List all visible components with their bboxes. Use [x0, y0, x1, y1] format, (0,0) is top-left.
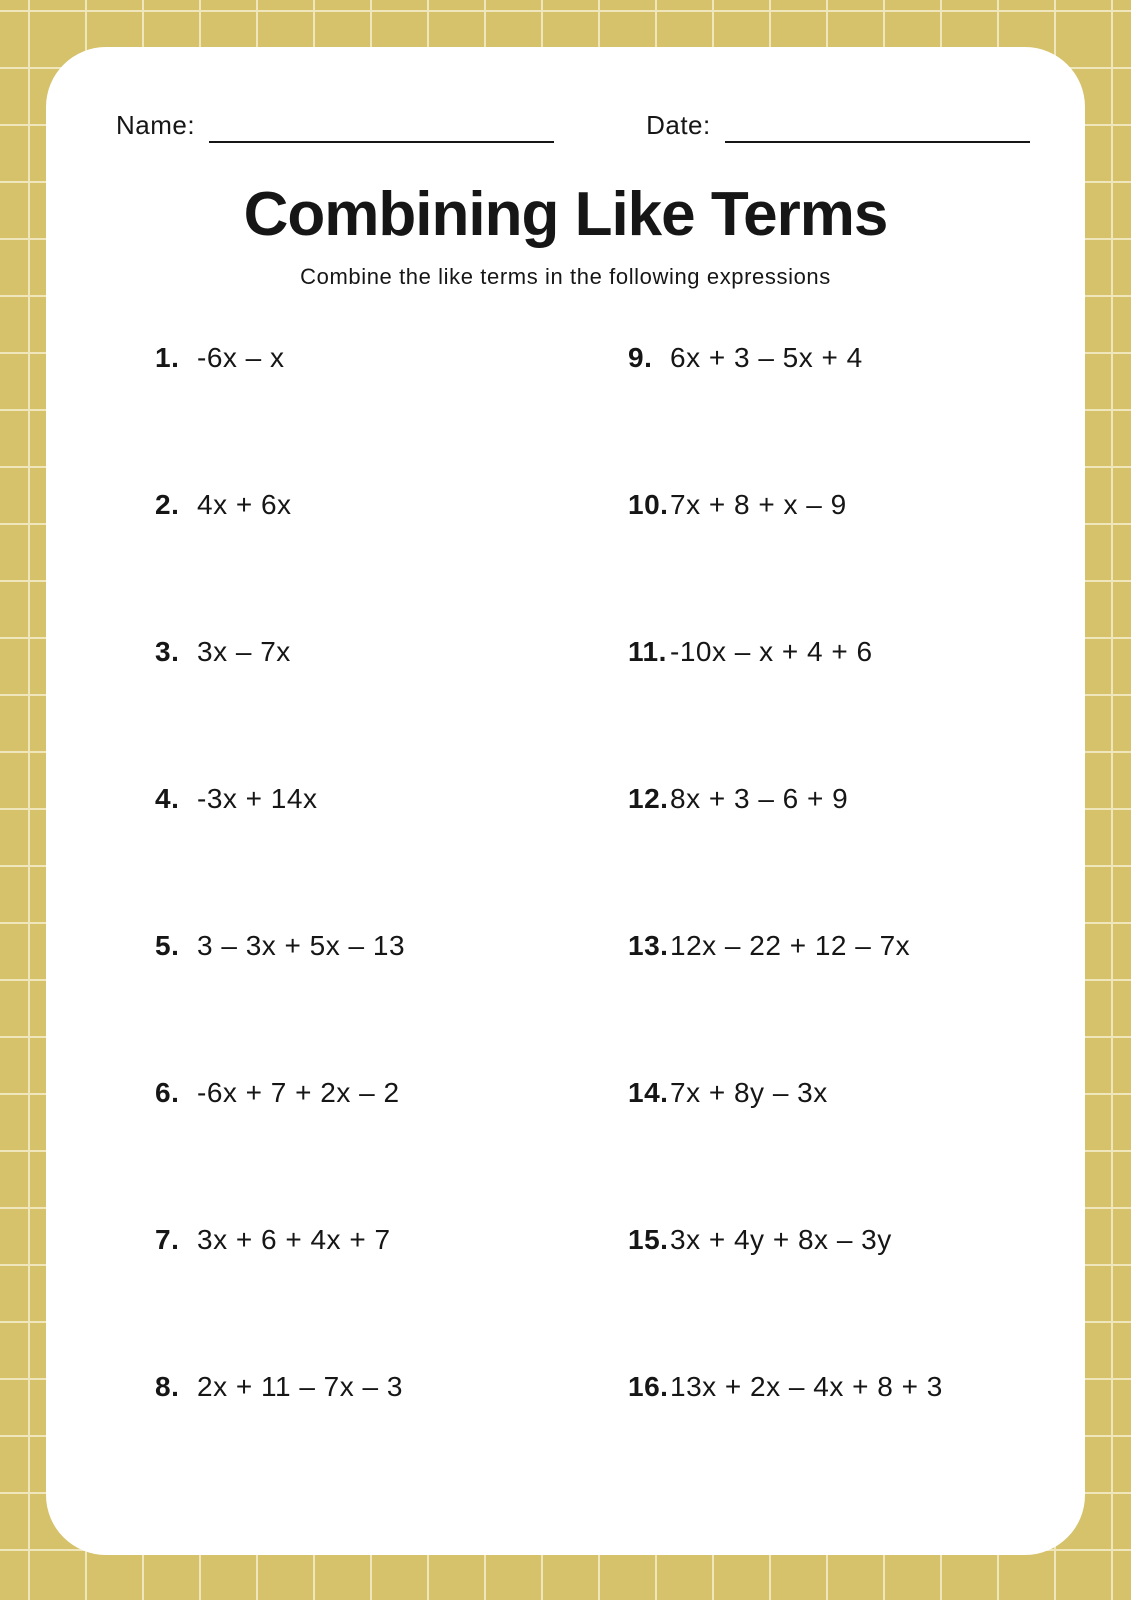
problem-number: 3. — [155, 636, 180, 667]
problem-number: 10. — [628, 489, 669, 520]
problem-number: 14. — [628, 1077, 669, 1108]
problem-number: 6. — [155, 1077, 180, 1108]
problem-item-11 — [628, 636, 1015, 783]
problem-expression: -6x + 7 + 2x – 2 — [197, 1077, 400, 1108]
problem-expression: 6x + 3 – 5x + 4 — [670, 342, 863, 373]
problem-number: 8. — [155, 1371, 180, 1402]
problem-number: 15. — [628, 1224, 669, 1255]
problem-item-3 — [155, 636, 628, 783]
problem-expression: 12x – 22 + 12 – 7x — [670, 930, 911, 961]
problem-number: 7. — [155, 1224, 180, 1255]
problem-number: 9. — [628, 342, 653, 373]
problem-expression: -6x – x — [197, 342, 285, 373]
problem-item-2 — [155, 489, 628, 636]
problem-number: 5. — [155, 930, 180, 961]
problem-number: 16. — [628, 1371, 669, 1402]
problems-grid — [116, 342, 1015, 1518]
worksheet-title: Combining Like Terms — [243, 180, 888, 249]
problem-expression: 3x – 7x — [197, 636, 291, 667]
problem-expression: 3x + 4y + 8x – 3y — [670, 1224, 892, 1255]
problem-expression: 8x + 3 – 6 + 9 — [670, 783, 849, 814]
name-fill-in-line — [209, 113, 554, 143]
problem-item-6 — [155, 1077, 628, 1224]
date-field — [646, 110, 1030, 143]
problem-expression: 3x + 6 + 4x + 7 — [197, 1224, 391, 1255]
problem-expression: -10x – x + 4 + 6 — [670, 636, 873, 667]
problem-expression: 4x + 6x — [197, 489, 292, 520]
problem-number: 4. — [155, 783, 180, 814]
problem-number: 1. — [155, 342, 180, 373]
date-label: Date: — [646, 110, 711, 140]
problem-item-5 — [155, 930, 628, 1077]
problem-number: 12. — [628, 783, 669, 814]
problem-item-13 — [628, 930, 1015, 1077]
worksheet-card — [46, 47, 1085, 1555]
problem-expression: 2x + 11 – 7x – 3 — [197, 1371, 403, 1402]
problem-expression: 7x + 8y – 3x — [670, 1077, 828, 1108]
problem-item-15 — [628, 1224, 1015, 1371]
name-field — [116, 110, 554, 143]
problem-expression: 3 – 3x + 5x – 13 — [197, 930, 406, 961]
problem-item-14 — [628, 1077, 1015, 1224]
problem-number: 2. — [155, 489, 180, 520]
header-fields — [116, 110, 1015, 143]
problem-expression: 13x + 2x – 4x + 8 + 3 — [670, 1371, 943, 1402]
problem-item-9 — [628, 342, 1015, 489]
problem-expression: -3x + 14x — [197, 783, 318, 814]
worksheet-instructions: Combine the like terms in the following expressions — [300, 264, 831, 289]
problem-number: 11. — [628, 636, 667, 667]
problem-item-8 — [155, 1371, 628, 1518]
name-label: Name: — [116, 110, 196, 140]
problem-item-12 — [628, 783, 1015, 930]
problem-expression: 7x + 8 + x – 9 — [670, 489, 847, 520]
problem-item-4 — [155, 783, 628, 930]
date-fill-in-line — [725, 113, 1030, 143]
problem-item-16 — [628, 1371, 1015, 1518]
problem-item-10 — [628, 489, 1015, 636]
problems-right-column — [628, 342, 1015, 1518]
problems-left-column — [155, 342, 628, 1518]
problem-item-1 — [155, 342, 628, 489]
problem-item-7 — [155, 1224, 628, 1371]
problem-number: 13. — [628, 930, 669, 961]
